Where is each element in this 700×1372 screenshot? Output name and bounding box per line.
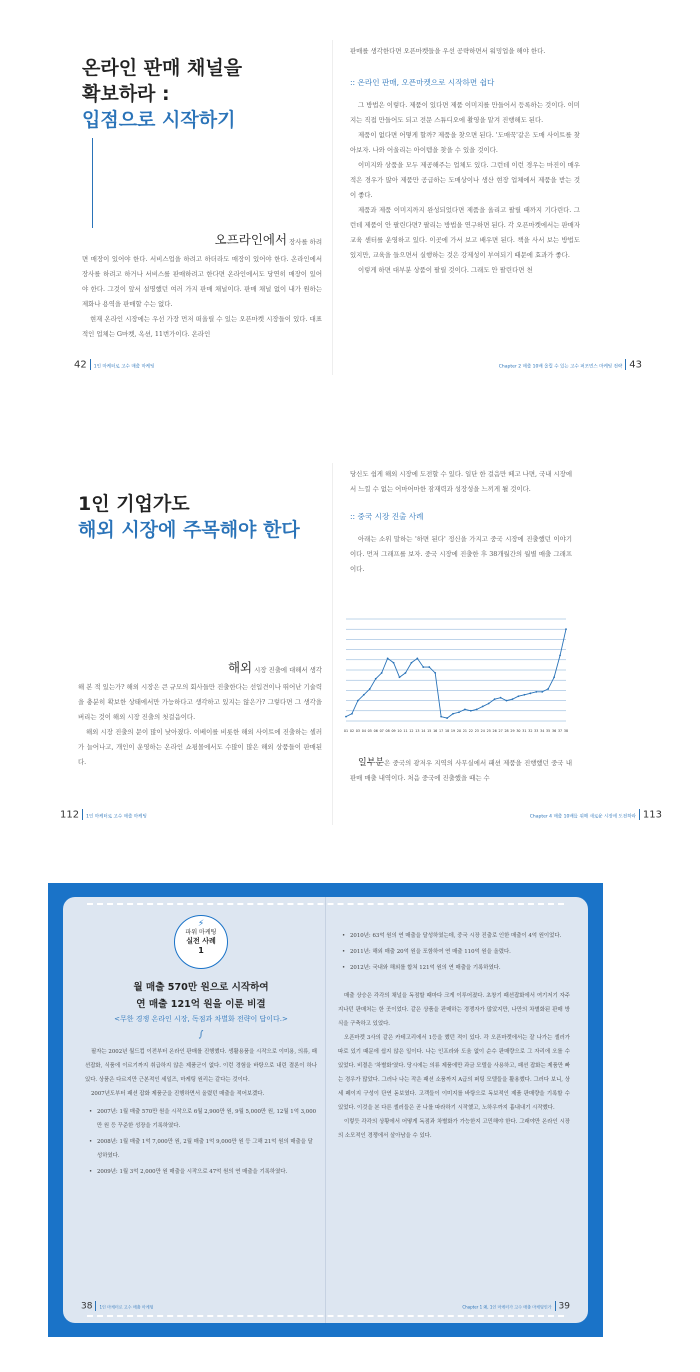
- x-tick-label: 16: [433, 729, 438, 733]
- x-tick-label: 24: [480, 729, 485, 733]
- running-head: Chapter 2 매출 10배 올릴 수 있는 고수 퍼포먼스 마케팅 전략: [498, 364, 623, 369]
- lead-word: 해외: [227, 660, 253, 675]
- x-tick-label: 07: [379, 729, 384, 733]
- data-point: [399, 676, 401, 678]
- badge-line-1: 파워 마케팅: [185, 929, 217, 936]
- data-point: [416, 657, 418, 659]
- data-point: [369, 688, 371, 690]
- title-line-1: 온라인 판매 채널을: [82, 57, 243, 79]
- x-tick-label: 21: [462, 729, 468, 733]
- page-43: [342, 40, 642, 375]
- folio-left: [74, 359, 154, 371]
- list-item: • 2010년: 63억 원의 연 매출을 달성하였는데, 중국 시장 진출로 인한 매출이 4억 원이었다.: [350, 929, 570, 943]
- x-tick-label: 04: [361, 729, 366, 733]
- data-point: [529, 692, 531, 694]
- paragraph: 제품과 제품 이미지까지 완성되었다면 제품을 올리고 팔릴 때까지 기다린다. 그런데 제품이 안 팔린다면? 팔리는 방법을 연구하면 된다. 각 오픈마켓에서는 판매자 교육 센터를 운영하고 있다. 이곳에 가서 보고 배우면 된다. 책을 사서 보는 방법도 있지만, 교육을 들으면서 실행하는 것은 강제성이 부여되기 때문에 효과가 좋다.: [350, 206, 580, 259]
- gutter: [332, 40, 333, 375]
- gutter: [332, 463, 333, 825]
- badge-line-2: 실전 사례: [186, 937, 216, 945]
- lead-word: 오프라인에서: [214, 232, 288, 247]
- running-head: 1인 마케터로 고수 매출 마케팅: [93, 364, 155, 369]
- paragraph: 오픈마켓 3사의 같은 카테고리에서 1등을 했던 적이 있다. 각 오픈마켓에서는 잘 나가는 셀러가 따로 있기 때문에 쉽지 않은 일이다. 나는 인프라와 도움 없이 순수 판매량으로 그 자리에 오를 수 있었다. 비결은 '차별화'였다. 당시에는 의류 제품에만 과금 모델을 사용하고, 패션 잡화는 제품만 빠는 경우가 많았다. 그러나 나는 작은 패션 소품까지 A급의 퍼팅 모델들을 활용했다. 그러다 보니, 상세 페이지 구성이 단연 돋보였다. 고객들이 이미지를 바탕으로 독보적인 제품 판매량을 기록할 수 있었다. 이것을 본 다른 셀러들은 곧 나를 따라하기 시작했고, 노하우까지 흉내내기 시작했다.: [338, 1035, 570, 1111]
- data-point: [500, 697, 502, 699]
- data-point: [357, 700, 359, 702]
- body-text-left: [78, 658, 322, 770]
- paragraph: 그 방법은 이렇다. 제품이 있다면 제품 이미지를 만들어서 등록하는 것이다. 이미지는 직접 만들어도 되고 전문 스튜디오에 촬영을 맡겨 진행해도 된다.: [350, 101, 580, 124]
- folio-right: [530, 809, 662, 821]
- page-113: [342, 463, 662, 825]
- page-number: 42: [74, 359, 87, 370]
- paragraph: 제품이 없다면 어떻게 할까? 제품을 찾으면 된다. '도매꾹'같은 도매 사이트를 찾아보자. 나와 어울리는 아이템을 찾을 수 있을 것이다.: [350, 131, 580, 154]
- folio-left: [60, 809, 147, 821]
- x-tick-label: 22: [468, 729, 473, 733]
- list-item: • 2007년: 1월 매출 570만 원을 시작으로 6월 2,900만 원, 9월 5,000만 원, 12월 1억 3,000만 원 등 꾸준한 성장을 기록하였다.: [97, 1105, 317, 1133]
- spread-112-113: [52, 463, 662, 825]
- data-point: [405, 672, 407, 674]
- squiggle-divider: ∫: [198, 1030, 204, 1040]
- x-tick-label: 20: [456, 729, 462, 733]
- section-heading: :: 중국 시장 진출 사례: [350, 512, 424, 521]
- sales-bullet-list: [338, 929, 570, 975]
- paragraph: 아래는 소위 말하는 '하면 된다' 정신을 가지고 중국 시장에 진출했던 이야기이다. 먼저 그래프를 보자. 중국 시장에 진출한 후 38개월간의 월별 매출 그래프이다.: [350, 535, 572, 573]
- paragraph: 해외 시장 진출의 문이 많이 낮아졌다. 이베이를 비롯한 해외 사이트에 진출하는 셀러가 늘어나고, 개인이 운영하는 온라인 쇼핑몰에서도 수많이 많은 해외 상품들이 판매된다.: [78, 728, 322, 766]
- x-tick-label: 19: [450, 729, 456, 733]
- x-tick-label: 03: [355, 729, 360, 733]
- data-point: [494, 698, 496, 700]
- badge-number: 1: [198, 946, 204, 955]
- running-head: 1인 마케터로 고수 매출 마케팅: [86, 814, 147, 819]
- folio-left: [81, 1301, 153, 1312]
- page-number: 43: [629, 359, 642, 370]
- data-point: [363, 694, 365, 696]
- x-tick-label: 09: [391, 729, 396, 733]
- x-tick-label: 12: [409, 729, 414, 733]
- title-line-1: 1인 기업가도: [78, 493, 190, 515]
- x-tick-label: 29: [510, 729, 515, 733]
- x-tick-label: 26: [492, 729, 497, 733]
- data-point: [422, 666, 424, 668]
- x-tick-label: 23: [474, 729, 479, 733]
- body-text-right: [338, 989, 570, 1143]
- case-title-line-1: 월 매출 570만 원으로 시작하여: [133, 982, 269, 993]
- paragraph: 이렇게 하면 대부분 상품이 팔릴 것이다. 그래도 안 팔린다면 천: [358, 266, 533, 274]
- x-tick-label: 32: [528, 729, 533, 733]
- x-tick-label: 36: [552, 729, 557, 733]
- section-heading: :: 온라인 판매, 오픈마켓으로 시작하면 쉽다: [350, 78, 495, 87]
- page-number: 113: [642, 809, 662, 820]
- data-point: [476, 708, 478, 710]
- list-item: • 2012년: 국내와 해외를 합쳐 121억 원의 연 매출을 기록하였다.: [350, 961, 570, 975]
- x-tick-label: 15: [427, 729, 432, 733]
- data-point: [518, 695, 520, 697]
- data-point: [553, 676, 555, 678]
- x-tick-label: 27: [498, 729, 503, 733]
- paragraph: 면 매장이 있어야 한다. 서비스업을 하려고 하더라도 매장이 있어야 한다. 온라인에서 장사를 하려고 하거나 서비스를 판매하려고 한다면 온라인에서도 당연히 매장이 있어야 한다. 그것이 앞서 설명했던 여러 가지 판매 채널이다. 판매 채널 없이 내가 원하는 제화나 용역을 판매할 수는 없다.: [82, 255, 322, 308]
- x-tick-label: 30: [516, 729, 521, 733]
- running-head: Chapter 4 매출 10배를 위해 새로운 시장에 도전하라: [529, 814, 636, 819]
- x-tick-label: 13: [415, 729, 420, 733]
- case-study-panel: [63, 897, 588, 1323]
- x-tick-label: 02: [349, 729, 355, 733]
- page-39: [338, 915, 570, 1143]
- page-number: 38: [81, 1301, 93, 1311]
- page-112: [52, 463, 322, 825]
- running-head: 1인 마케터로 고수 매출 마케팅: [99, 1304, 154, 1309]
- x-tick-label: 28: [504, 729, 509, 733]
- data-point: [345, 716, 347, 718]
- case-badge: [174, 915, 228, 969]
- lead-rest: 시장 진출에 대해서 생각: [254, 666, 322, 674]
- data-point: [541, 691, 543, 693]
- running-head: Chapter 1 왜, 1인 마케터가 고수 매출 마케팅인가: [462, 1304, 552, 1309]
- paragraph-rest: 은 중국의 광저우 지역의 사무실에서 패션 제품을 진행했던 중국 내 판매 매출 내역이다. 처음 중국에 진출했을 때는 수: [350, 759, 572, 782]
- gutter: [325, 897, 326, 1323]
- body-text-left: [82, 230, 322, 342]
- case-title-line-2: 연 매출 121억 원을 이룬 비결: [136, 999, 266, 1010]
- data-point: [565, 628, 567, 630]
- sales-chart: [342, 613, 570, 735]
- x-tick-label: 10: [397, 729, 402, 733]
- x-tick-label: 11: [403, 729, 408, 733]
- chapter-title: [82, 55, 242, 133]
- x-tick-label: 34: [540, 729, 545, 733]
- x-tick-label: 17: [439, 729, 444, 733]
- data-point: [464, 708, 466, 710]
- body-text-right: [350, 44, 580, 278]
- list-item: • 2008년: 1월 매출 1억 7,000만 원, 2월 매출 1억 9,000만 원 등 그해 21억 원의 매출을 달성하였다.: [97, 1135, 317, 1163]
- case-study-spread: [48, 883, 603, 1337]
- paragraph: 당신도 쉽게 해외 시장에 도전할 수 있다. 일단 한 걸음만 떼고 나면, 국내 시장에서 느낄 수 없는 어마어마한 잠재력과 성장성을 느끼게 될 것이다.: [350, 470, 572, 493]
- data-point: [381, 672, 383, 674]
- list-item: • 2009년: 1월 3억 2,000만 원 매출을 시작으로 47억 원의 연 매출을 기록하였다.: [97, 1165, 317, 1179]
- data-point: [482, 706, 484, 708]
- sales-line: [346, 629, 566, 718]
- page-number: 39: [558, 1301, 570, 1311]
- data-point: [434, 672, 436, 674]
- paragraph: 이렇듯 각각의 상황에서 어떻게 독점과 차별화가 가능한지 고민해야 한다. 그래야만 온라인 시장의 소모적인 경쟁에서 살아남을 수 있다.: [338, 1119, 570, 1139]
- spread-42-43: [52, 40, 642, 375]
- x-tick-label: 14: [421, 729, 426, 733]
- paragraph: [350, 756, 572, 786]
- paragraph: 이미지와 상품을 모두 제공해주는 업체도 있다. 그런데 이런 경우는 마진이 매우 적은 경우가 많아 제품만 공급하는 도매상이나 생산 현장 업체에서 제품을 받는 것이 좋다.: [350, 161, 580, 199]
- data-point: [506, 700, 508, 702]
- data-point: [488, 703, 490, 705]
- chapter-title: [78, 491, 300, 543]
- page-38: [85, 915, 317, 1181]
- x-tick-label: 25: [486, 729, 491, 733]
- title-line-2: 해외 시장에 주목해야 한다: [78, 519, 300, 541]
- data-point: [559, 655, 561, 657]
- folio-right: [499, 359, 642, 371]
- data-point: [512, 698, 514, 700]
- paragraph: 2007년도부터 패션 잡화 제품군을 진행하면서 올렸던 매출을 적어보겠다.: [91, 1091, 265, 1097]
- data-point: [387, 657, 389, 659]
- lead-word: 일부분: [358, 758, 385, 768]
- sales-chart-svg: [342, 613, 570, 735]
- data-point: [547, 688, 549, 690]
- paragraph: 필자는 2002년 월드컵 이전부터 온라인 판매를 진행했다. 생활용품을 시작으로 이미용, 의류, 패션잡화, 식품에 이르기까지 취급하지 않은 제품군이 없다. 이런 경험을 바탕으로 내린 결론이 하나 있다. 상품은 다르지만 근본적인 세일즈, 마케팅 원리는 같다는 것이다.: [85, 1049, 317, 1083]
- data-point: [535, 691, 537, 693]
- title-line-3: 입점으로 시작하기: [82, 109, 236, 131]
- page-42: [52, 40, 322, 375]
- paragraph: 현재 온라인 시장에는 우선 가장 먼저 떠올릴 수 있는 오픈마켓 시장들이 있다. 대표적인 업체는 G마켓, 옥션, 11번가이다. 온라인: [82, 315, 322, 338]
- case-title: [85, 979, 317, 1013]
- x-tick-label: 06: [373, 729, 378, 733]
- paragraph: 매출 상승은 각각의 채널을 독점할 때마다 크게 이루어졌다. 초창기 패션잡화에서 여기저기 자주 지나던 판매처는 한 곳이었다. 같은 상품을 판매하는 경쟁자가 많았지만, 나만의 차별화된 판매 방식을 구축하고 있었다.: [338, 993, 570, 1027]
- list-item: • 2011년: 해외 매출 20억 원을 포함하여 연 매출 110억 원을 올렸다.: [350, 945, 570, 959]
- x-tick-label: 31: [522, 729, 527, 733]
- x-tick-label: 05: [367, 729, 372, 733]
- data-point: [375, 678, 377, 680]
- data-point: [393, 662, 395, 664]
- data-point: [428, 666, 430, 668]
- x-tick-label: 35: [546, 729, 551, 733]
- x-tick-label: 01: [343, 729, 349, 733]
- lightning-icon: ⚡: [197, 919, 205, 929]
- lead-rest: 장사를 하려: [289, 238, 322, 246]
- paragraph: 해 본 적 있는가? 해외 시장은 큰 규모의 회사들만 진출한다는 선입견이나 뛰어난 기술력을 충분히 확보한 상태에서만 가능하다고 생각하고 있지는 않은가? 그렇다면 그 생각을 버리는 것이 해외 시장 진출의 첫걸음이다.: [78, 683, 322, 721]
- sales-bullet-list: [85, 1105, 317, 1179]
- paragraph: 판매를 생각한다면 오픈마켓들을 우선 공략하면서 워밍업을 해야 한다.: [350, 47, 546, 55]
- title-line-2: 확보하라 :: [82, 83, 170, 105]
- title-rule: [92, 138, 93, 228]
- body-text-left: [85, 1045, 317, 1101]
- x-tick-label: 33: [534, 729, 539, 733]
- x-tick-label: 37: [557, 729, 563, 733]
- data-point: [523, 694, 525, 696]
- x-tick-label: 18: [444, 729, 450, 733]
- data-point: [452, 713, 454, 715]
- body-text-right: [350, 467, 572, 577]
- data-point: [458, 711, 460, 713]
- data-point: [411, 662, 413, 664]
- case-subtitle: <무한 경쟁 온라인 시장, 독점과 차별화 전략이 답이다.>: [114, 1015, 288, 1023]
- folio-right: [462, 1301, 570, 1312]
- data-point: [440, 716, 442, 718]
- page-number: 112: [60, 809, 80, 820]
- data-point: [446, 717, 448, 719]
- x-tick-label: 08: [385, 729, 390, 733]
- x-tick-label: 38: [563, 729, 569, 733]
- data-point: [470, 710, 472, 712]
- data-point: [351, 713, 353, 715]
- body-text-after-chart: [350, 756, 572, 786]
